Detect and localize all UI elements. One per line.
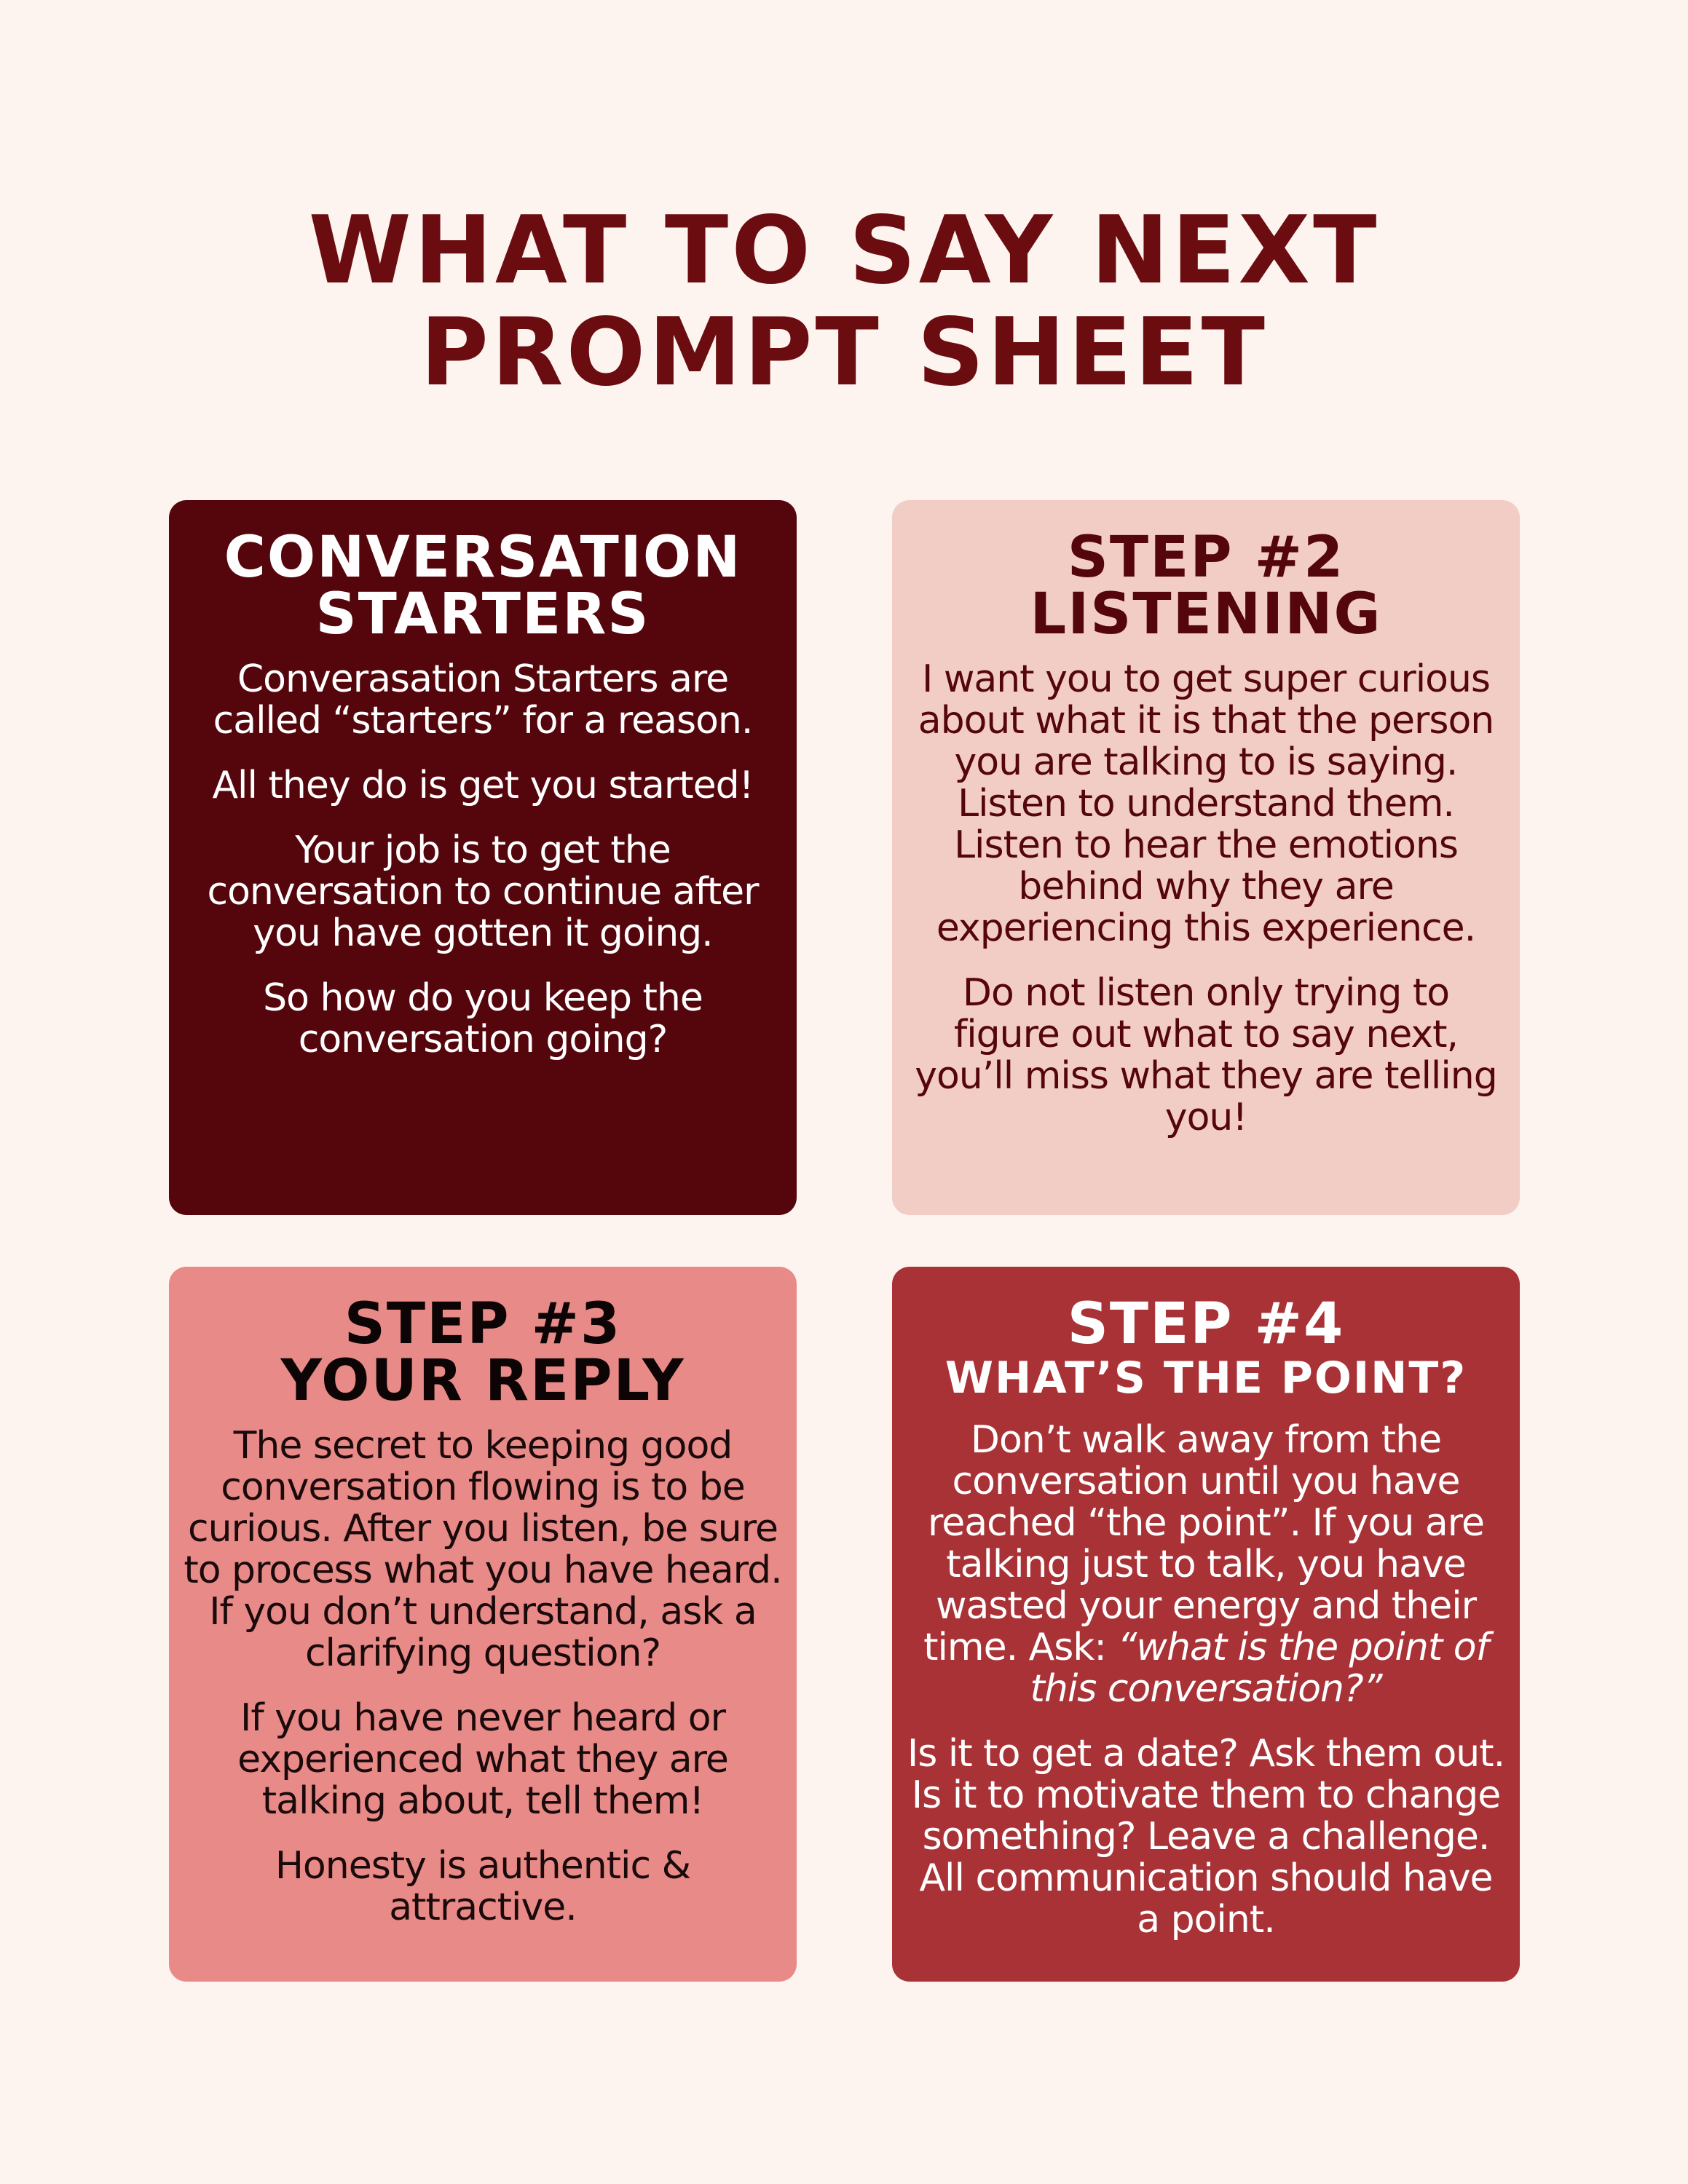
card-step-3-your-reply (169, 1267, 797, 1982)
card-step-2-listening (892, 500, 1520, 1215)
card-heading (182, 1291, 784, 1414)
card-paragraph: All they do is get you started! (212, 764, 754, 807)
card-paragraph-italic-question: “what is the point of this conversation?” (1030, 1626, 1488, 1711)
card-heading (182, 525, 784, 647)
card-paragraph-text: Don’t walk away from the conversation until you have reached “the point”. If you are talking just to talk, you have wasted your energy and their time. Ask: (923, 1418, 1484, 1669)
card-heading (905, 1291, 1507, 1404)
card-paragraph (905, 1420, 1507, 1710)
card-paragraph: Is it to get a date? Ask them out. Is it to motivate them to change something? Leave a challenge. All communication should have a point. (907, 1732, 1505, 1942)
card-paragraph: Do not listen only trying to figure out what to say next, you’ll miss what they are telling you! (915, 971, 1497, 1139)
card-heading-line-2: STARTERS (315, 582, 650, 647)
card-paragraph: If you have never heard or experienced what they are talking about, tell them! (237, 1696, 728, 1823)
card-paragraph: So how do you keep the conversation going? (263, 976, 703, 1061)
card-step-4-whats-the-point (892, 1267, 1520, 1982)
title-line-1: WHAT TO SAY NEXT (308, 197, 1380, 305)
card-conversation-starters (169, 500, 797, 1215)
card-heading (905, 525, 1507, 647)
card-paragraph: The secret to keeping good conversation flowing is to be curious. After you listen, be sure to process what you have heard. If you don’t understand, ask a clarifying question? (184, 1424, 782, 1675)
page-title (0, 197, 1688, 407)
card-heading-line-1: STEP #2 (1067, 525, 1345, 590)
card-heading-line-2: YOUR REPLY (280, 1348, 685, 1414)
card-paragraph: I want you to get super curious about what it is that the person you are talking to is saying. Listen to understand them. Listen to hear the emotions behind why they are experiencing this experience. (918, 657, 1494, 950)
card-paragraph: Your job is to get the conversation to continue after you have gotten it going. (207, 828, 759, 955)
card-paragraph: Honesty is authentic & attractive. (275, 1844, 691, 1929)
card-heading-line-1: STEP #3 (344, 1291, 622, 1357)
card-heading-line-2: LISTENING (1030, 582, 1382, 647)
title-line-2: PROMPT SHEET (420, 298, 1268, 407)
card-paragraph: Converasation Starters are called “starters” for a reason. (213, 657, 753, 743)
card-heading-line-1: CONVERSATION (224, 525, 742, 590)
card-heading-line-2: WHAT’S THE POINT? (944, 1353, 1467, 1404)
card-heading-line-1: STEP #4 (1067, 1291, 1345, 1357)
